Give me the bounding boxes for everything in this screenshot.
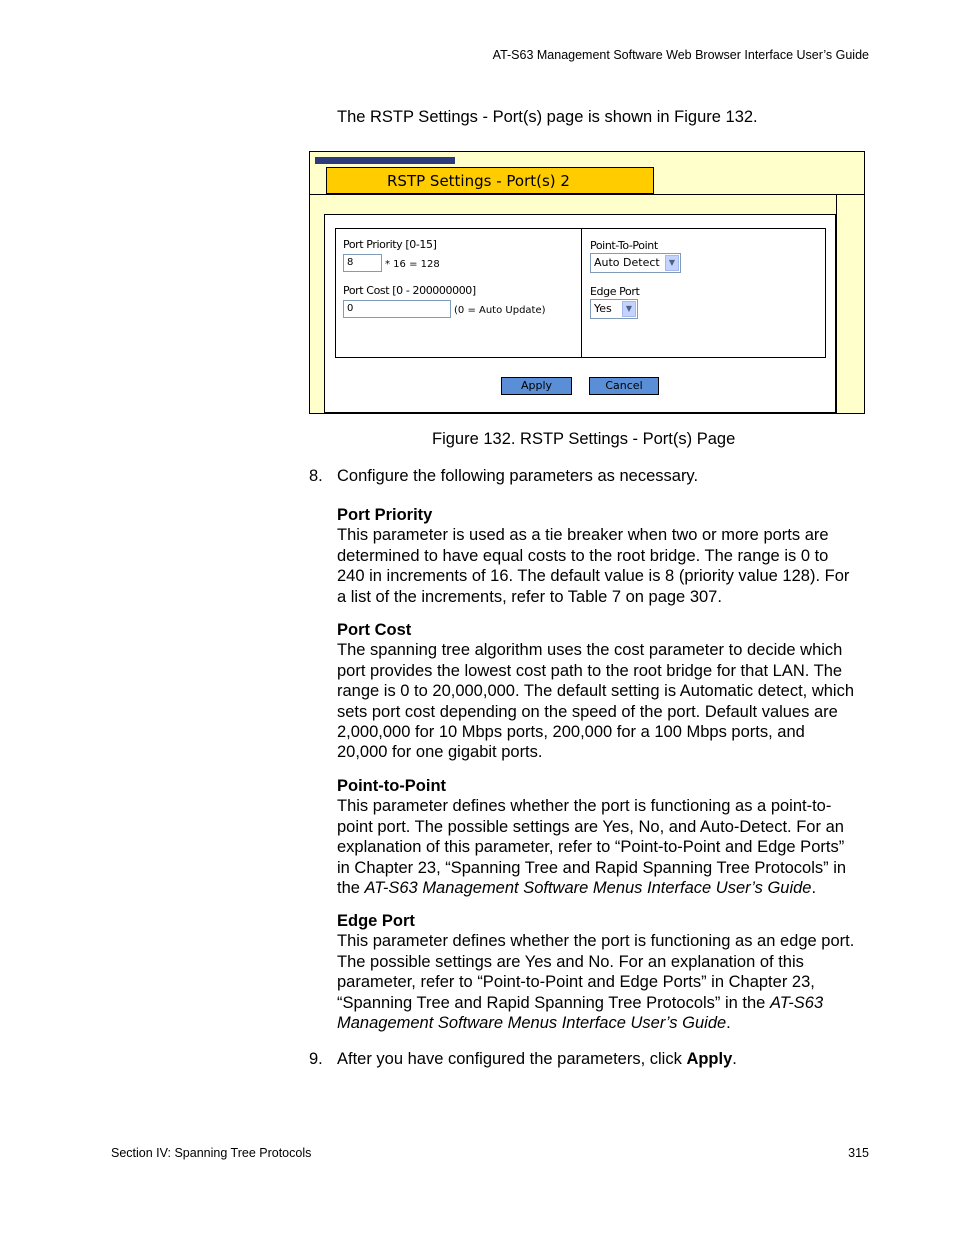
param-line: determined to have equal costs to the root bridge. The range is 0 to [337, 546, 829, 565]
figure-title-rule [310, 194, 864, 195]
param-line: The possible settings are Yes and No. For an explanation of this [337, 952, 804, 971]
edge-port-select[interactable] [590, 299, 638, 319]
port-priority-hint: * 16 = 128 [385, 259, 440, 270]
param-title: Port Priority [337, 506, 433, 524]
point-to-point-select[interactable] [590, 253, 681, 273]
text-span: After you have configured the parameters, click [337, 1050, 687, 1068]
param-title: Edge Port [337, 912, 415, 930]
param-point-to-point [337, 776, 877, 898]
footer-section: Section IV: Spanning Tree Protocols [111, 1146, 312, 1160]
param-port-priority [337, 505, 877, 607]
param-line: This parameter is used as a tie breaker when two or more ports are [337, 526, 829, 545]
step-9-number: 9. [309, 1050, 323, 1068]
port-cost-hint: (0 = Auto Update) [454, 305, 546, 316]
param-line: This parameter defines whether the port is functioning as a point-to- [337, 797, 832, 816]
guide-title-italic: AT-S63 [769, 993, 824, 1012]
param-line: parameter, refer to “Point-to-Point and Edge Ports” in Chapter 23, [337, 973, 815, 992]
param-line: a list of the increments, refer to Table 7 on page 307. [337, 587, 722, 606]
step-8-number: 8. [309, 467, 323, 485]
param-title: Point-to-Point [337, 777, 447, 795]
param-line: 20,000 for one gigabit ports. [337, 743, 543, 762]
param-line: port provides the lowest cost path to the root bridge for that LAN. The [337, 661, 843, 680]
figure-rstp-settings [309, 151, 865, 414]
apply-bold: Apply [686, 1050, 733, 1068]
figure-right-rule [836, 195, 837, 413]
param-line: point port. The possible settings are Yes, No, and Auto-Detect. For an [337, 817, 844, 836]
port-priority-label: Port Priority [0-15] [343, 238, 437, 251]
figure-page-title: RSTP Settings - Port(s) 2 [326, 167, 654, 194]
guide-title-italic: Management Software Menus Interface User’s Guide [337, 1014, 727, 1033]
param-port-cost [337, 620, 877, 763]
param-line: range is 0 to 20,000,000. The default setting is Automatic detect, which [337, 682, 855, 701]
param-line: in Chapter 23, “Spanning Tree and Rapid Spanning Tree Protocols” in [337, 858, 847, 877]
step-8-text: Configure the following parameters as necessary. [337, 467, 699, 485]
figure-settings-panel [324, 214, 836, 413]
apply-button[interactable]: Apply [501, 377, 572, 395]
param-line: 2,000,000 for 10 Mbps ports, 200,000 for a 100 Mbps ports, and [337, 723, 805, 742]
param-line: 240 in increments of 16. The default value is 8 (priority value 128). For [337, 567, 850, 586]
guide-title-italic: AT-S63 Management Software Menus Interface User’s Guide [364, 879, 812, 898]
edge-port-label: Edge Port [590, 285, 640, 298]
figure-fields-box [335, 228, 826, 358]
figure-column-divider [581, 229, 582, 357]
intro-paragraph: The RSTP Settings - Port(s) page is shown in Figure 132. [337, 108, 758, 126]
point-to-point-value: Auto Detect [594, 256, 660, 269]
text-span: . [811, 879, 817, 898]
param-line: sets port cost depending on the speed of the port. Default values are [337, 702, 838, 721]
chevron-down-icon[interactable]: ▼ [665, 255, 679, 271]
chevron-down-icon[interactable]: ▼ [622, 301, 636, 317]
running-header: AT-S63 Management Software Web Browser Interface User’s Guide [492, 48, 869, 62]
param-line: explanation of this parameter, refer to “Point-to-Point and Edge Ports” [337, 838, 845, 857]
port-priority-input[interactable]: 8 [343, 254, 382, 272]
text-span: . [726, 1014, 731, 1033]
figure-caption: Figure 132. RSTP Settings - Port(s) Page [432, 430, 736, 448]
edge-port-value: Yes [594, 302, 612, 315]
text-span: the [337, 879, 365, 898]
port-cost-input[interactable]: 0 [343, 300, 451, 318]
param-line [337, 993, 877, 1013]
point-to-point-label: Point-To-Point [590, 239, 658, 252]
step-9-text [337, 1050, 737, 1069]
param-line: This parameter defines whether the port is functioning as an edge port. [337, 932, 855, 951]
param-line: The spanning tree algorithm uses the cost parameter to decide which [337, 641, 843, 660]
footer-page-number: 315 [848, 1146, 869, 1160]
param-line [337, 878, 877, 898]
param-title: Port Cost [337, 621, 412, 639]
cancel-button[interactable]: Cancel [589, 377, 659, 395]
param-edge-port [337, 911, 877, 1033]
param-line [337, 1013, 877, 1033]
figure-tab-stub [315, 157, 455, 164]
port-cost-label: Port Cost [0 - 200000000] [343, 284, 476, 297]
text-span: . [732, 1050, 737, 1068]
text-span: “Spanning Tree and Rapid Spanning Tree Protocols” in the [337, 993, 770, 1012]
